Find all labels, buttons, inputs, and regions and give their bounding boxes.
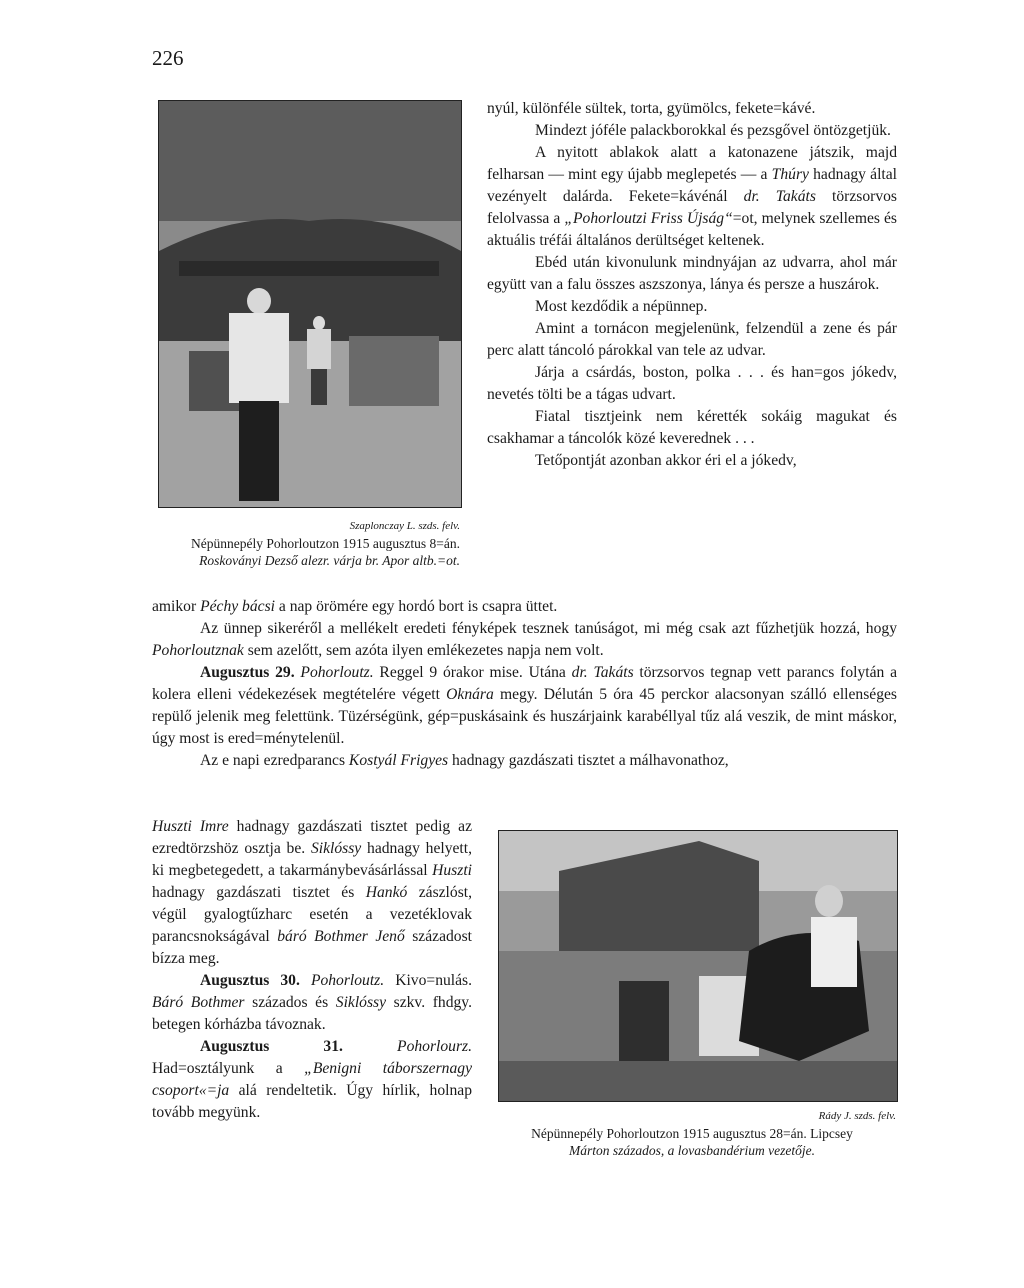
- photo2-caption-line1: Népünnepély Pohorloutzon 1915 augusztus 28=án. Lipcsey: [531, 1126, 853, 1141]
- photo-officers-courtyard: [158, 100, 462, 508]
- paragraph: Fiatal tisztjeink nem kérették sokáig magukat és csakhamar a táncolók közé keverednek . . .: [487, 408, 897, 447]
- full-width-text: [152, 596, 897, 772]
- photo1-credit: Szaplonczay L. szds. felv.: [349, 520, 460, 532]
- paragraph: Járja a csárdás, boston, polka . . . és han=gos jókedv, nevetés tölti be a tágas udvart.: [487, 364, 897, 403]
- paragraph: Az ünnep sikeréről a mellékelt eredeti fényképek tesznek tanúságot, mi még csak azt fűzhetjük hozzá, hogy Pohorloutznak sem azelőtt, sem azóta ilyen emlékezetes napja nem volt.: [152, 620, 897, 659]
- paragraph: Mindezt jóféle palackborokkal és pezsgővel öntözgetjük.: [535, 122, 891, 139]
- photo2-caption-line2: Márton százados, a lovasbandérium vezetője.: [569, 1143, 815, 1158]
- paragraph: Huszti Imre hadnagy gazdászati tisztet pedig az ezredtörzshöz osztja be. Siklóssy hadnagy helyett, ki megbetegedett, a takarmánybevásárlással Huszti hadnagy gazdászati tisztet és Hankó zászlóst, végül gyalogtűzharc esetén a vezetéklovak parancsnokságával báró Bothmer Jenő századost bízza meg.: [152, 818, 473, 967]
- page-number: 226: [152, 46, 184, 70]
- right-column-text: [487, 98, 897, 472]
- paragraph: A nyitott ablakok alatt a katonazene játszik, majd felharsan — mint egy újabb meglepetés — a Thúry hadnagy által vezényelt dalárda. Fekete=kávénál dr. Takáts törzsorvos felolvassa a „Pohorloutzi Friss Újság“=ot, melynek szellemes és aktuális tréfái általános derültséget keltenek.: [487, 144, 897, 249]
- photo-horsemen-image: [499, 831, 897, 1101]
- photo2-caption: [488, 1108, 896, 1159]
- photo1-caption-line2: Roskoványi Dezső alezr. várja br. Apor altb.=ot.: [199, 553, 460, 568]
- paragraph: Tetőpontját azonban akkor éri el a jókedv,: [535, 452, 797, 469]
- paragraph: amikor Péchy bácsi a nap örömére egy hordó bort is csapra üttet.: [152, 598, 558, 615]
- paragraph: Most kezdődik a népünnep.: [535, 298, 708, 315]
- entry-aug-30: Augusztus 30. Pohorloutz. Kivo=nulás. Báró Bothmer százados és Siklóssy szkv. fhdgy. betegen kórházba távoznak.: [152, 972, 473, 1033]
- photo2-credit: Rády J. szds. felv.: [818, 1110, 896, 1122]
- photo-officers-image: [159, 101, 461, 507]
- paragraph: nyúl, különféle sültek, torta, gyümölcs, fekete=kávé.: [487, 100, 816, 117]
- entry-aug-31: Augusztus 31. Pohorlourz. Had=osztályunk a „Benigni táborszernagy csoport«=ja alá rendeltetik. Úgy hírlik, holnap tovább megyünk.: [152, 1038, 472, 1121]
- left-column-text: [152, 816, 472, 1124]
- photo1-caption: [148, 518, 460, 569]
- photo-horsemen: [498, 830, 898, 1102]
- photo1-caption-line1: Népünnepély Pohorloutzon 1915 augusztus 8=án.: [191, 536, 460, 551]
- entry-aug-29: Augusztus 29. Pohorloutz. Reggel 9 órakor mise. Utána dr. Takáts törzsorvos tegnap vett parancs folytán a kolera elleni védekezések megtételére végett Oknára megy. Délután 5 óra 45 perckor alacsonyan szálló ellenséges repülő jelenik meg felettünk. Tüzérségünk, gép=puskásaink és huszárjaink karabéllyal tűz alá veszik, de mint máskor, úgy most is ered=ménytelenül.: [152, 664, 898, 747]
- paragraph: Amint a tornácon megjelenünk, felzendül a zene és pár perc alatt táncoló párokkal van tele az udvar.: [487, 320, 897, 359]
- paragraph: Ebéd után kivonulunk mindnyájan az udvarra, ahol már együtt van a falu összes aszszonya, lánya és persze a huszárok.: [487, 254, 897, 293]
- paragraph: Az e napi ezredparancs Kostyál Frigyes hadnagy gazdászati tisztet a málhavonathoz,: [200, 752, 729, 769]
